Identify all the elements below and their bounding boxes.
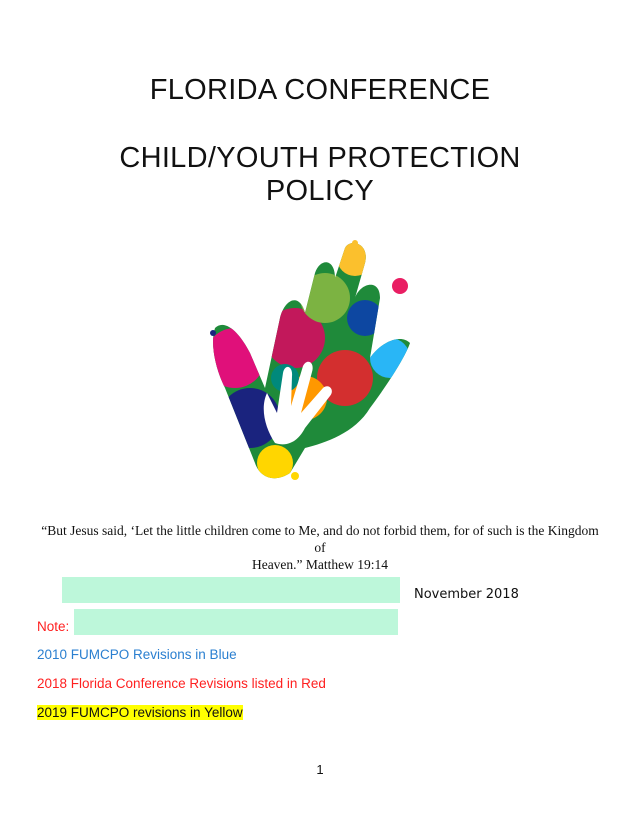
scripture-quote xyxy=(40,522,600,573)
note-label: Note: xyxy=(37,619,70,634)
highlighted-blank-field-2 xyxy=(74,609,398,635)
quote-line-2: Heaven.” Matthew 19:14 xyxy=(251,557,389,572)
title-line-2: CHILD/YOUTH PROTECTION xyxy=(119,142,521,174)
revision-note-yellow: 2019 FUMCPO revisions in Yellow xyxy=(37,705,243,720)
highlighted-blank-field-1 xyxy=(62,577,400,603)
title-line-3: POLICY xyxy=(265,175,375,207)
page-number: 1 xyxy=(316,762,324,777)
document-date: November 2018 xyxy=(414,587,519,602)
revision-note-blue: 2010 FUMCPO Revisions in Blue xyxy=(37,647,237,662)
revision-note-red: 2018 Florida Conference Revisions listed in Red xyxy=(37,676,326,691)
title-line-1: FLORIDA CONFERENCE xyxy=(149,74,491,106)
quote-line-1: “But Jesus said, ‘Let the little children come to Me, and do not forbid them, for of such is the Kingdom of xyxy=(41,523,599,555)
colorful-hands-image xyxy=(205,238,415,488)
